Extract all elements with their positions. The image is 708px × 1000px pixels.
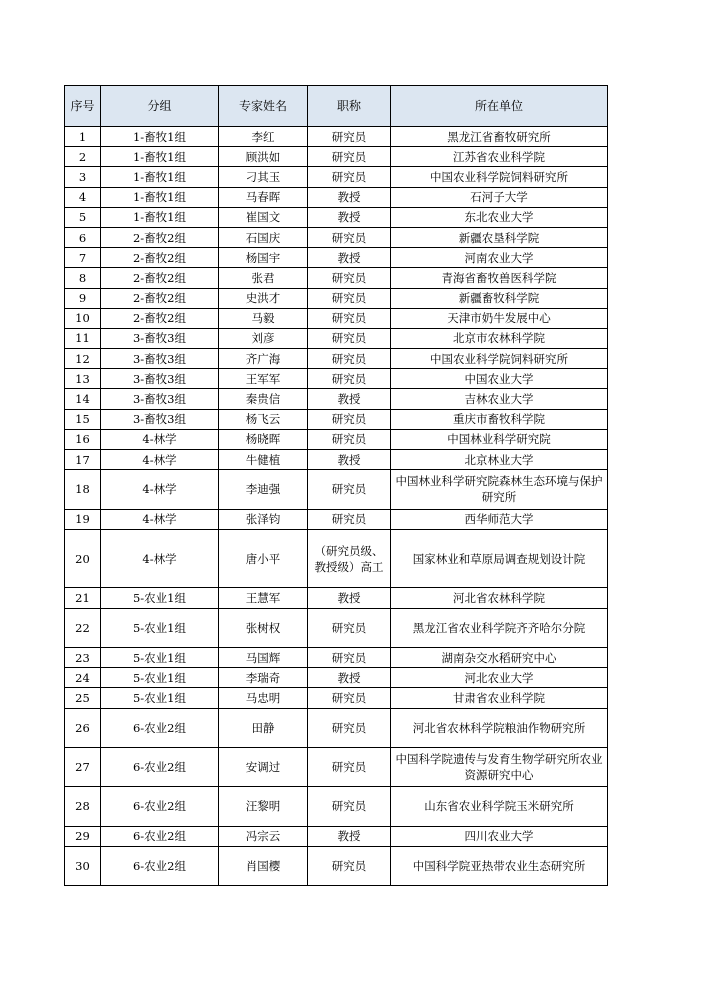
cell-title: 研究员 xyxy=(308,369,391,389)
cell-name: 冯宗云 xyxy=(219,826,308,846)
cell-name: 崔国文 xyxy=(219,207,308,227)
cell-unit: 中国科学院遗传与发育生物学研究所农业资源研究中心 xyxy=(391,747,608,786)
cell-no: 10 xyxy=(65,308,101,328)
cell-no: 25 xyxy=(65,688,101,708)
cell-group: 6-农业2组 xyxy=(101,787,219,826)
cell-title: 研究员 xyxy=(308,747,391,786)
table-row xyxy=(65,826,608,846)
cell-unit: 中国林业科学研究院 xyxy=(391,429,608,449)
table-row xyxy=(65,147,608,167)
cell-unit: 新疆畜牧科学院 xyxy=(391,288,608,308)
cell-title: 研究员 xyxy=(308,429,391,449)
table-row xyxy=(65,369,608,389)
cell-group: 3-畜牧3组 xyxy=(101,328,219,348)
cell-name: 刁其玉 xyxy=(219,167,308,187)
cell-name: 张君 xyxy=(219,268,308,288)
cell-unit: 河北农业大学 xyxy=(391,668,608,688)
cell-unit: 河北省农林科学院 xyxy=(391,588,608,608)
cell-group: 5-农业1组 xyxy=(101,647,219,667)
table-row xyxy=(65,167,608,187)
cell-unit: 山东省农业科学院玉米研究所 xyxy=(391,787,608,826)
cell-title: 教授 xyxy=(308,588,391,608)
cell-unit: 黑龙江省农业科学院齐齐哈尔分院 xyxy=(391,608,608,647)
table-body xyxy=(65,127,608,886)
cell-name: 秦贵信 xyxy=(219,389,308,409)
cell-no: 18 xyxy=(65,470,101,509)
cell-group: 2-畜牧2组 xyxy=(101,288,219,308)
cell-unit: 天津市奶牛发展中心 xyxy=(391,308,608,328)
cell-name: 杨飞云 xyxy=(219,409,308,429)
cell-unit: 黑龙江省畜牧研究所 xyxy=(391,127,608,147)
cell-no: 3 xyxy=(65,167,101,187)
table-header xyxy=(65,86,608,127)
cell-name: 王军军 xyxy=(219,369,308,389)
cell-no: 13 xyxy=(65,369,101,389)
cell-title: 研究员 xyxy=(308,470,391,509)
cell-title: 研究员 xyxy=(308,227,391,247)
cell-title: 研究员 xyxy=(308,127,391,147)
table-row xyxy=(65,509,608,529)
cell-unit: 北京林业大学 xyxy=(391,450,608,470)
cell-name: 田静 xyxy=(219,708,308,747)
cell-no: 29 xyxy=(65,826,101,846)
cell-group: 6-农业2组 xyxy=(101,846,219,885)
cell-group: 2-畜牧2组 xyxy=(101,308,219,328)
cell-unit: 甘肃省农业科学院 xyxy=(391,688,608,708)
cell-unit: 吉林农业大学 xyxy=(391,389,608,409)
cell-title: 教授 xyxy=(308,668,391,688)
cell-unit: 河南农业大学 xyxy=(391,248,608,268)
cell-name: 齐广海 xyxy=(219,349,308,369)
cell-no: 17 xyxy=(65,450,101,470)
cell-name: 马忠明 xyxy=(219,688,308,708)
cell-no: 11 xyxy=(65,328,101,348)
cell-group: 4-林学 xyxy=(101,470,219,509)
cell-group: 5-农业1组 xyxy=(101,668,219,688)
cell-unit: 重庆市畜牧科学院 xyxy=(391,409,608,429)
cell-group: 3-畜牧3组 xyxy=(101,369,219,389)
cell-no: 14 xyxy=(65,389,101,409)
cell-no: 21 xyxy=(65,588,101,608)
cell-unit: 青海省畜牧兽医科学院 xyxy=(391,268,608,288)
cell-name: 牛健植 xyxy=(219,450,308,470)
table-row xyxy=(65,747,608,786)
cell-no: 4 xyxy=(65,187,101,207)
cell-no: 30 xyxy=(65,846,101,885)
cell-title: 研究员 xyxy=(308,328,391,348)
cell-group: 4-林学 xyxy=(101,429,219,449)
cell-group: 1-畜牧1组 xyxy=(101,187,219,207)
cell-unit: 中国农业科学院饲料研究所 xyxy=(391,349,608,369)
cell-title: （研究员级、教授级）高工 xyxy=(308,529,391,588)
table-row xyxy=(65,227,608,247)
cell-name: 安调过 xyxy=(219,747,308,786)
cell-group: 3-畜牧3组 xyxy=(101,349,219,369)
cell-no: 15 xyxy=(65,409,101,429)
cell-no: 8 xyxy=(65,268,101,288)
cell-name: 刘彦 xyxy=(219,328,308,348)
cell-unit: 西华师范大学 xyxy=(391,509,608,529)
cell-group: 1-畜牧1组 xyxy=(101,147,219,167)
cell-name: 肖国樱 xyxy=(219,846,308,885)
cell-no: 27 xyxy=(65,747,101,786)
expert-table xyxy=(64,85,608,886)
cell-no: 6 xyxy=(65,227,101,247)
table-row xyxy=(65,470,608,509)
cell-group: 2-畜牧2组 xyxy=(101,268,219,288)
table-row xyxy=(65,429,608,449)
cell-name: 顾洪如 xyxy=(219,147,308,167)
cell-name: 李瑞奇 xyxy=(219,668,308,688)
cell-name: 汪黎明 xyxy=(219,787,308,826)
table-row xyxy=(65,668,608,688)
cell-no: 26 xyxy=(65,708,101,747)
cell-unit: 四川农业大学 xyxy=(391,826,608,846)
cell-no: 20 xyxy=(65,529,101,588)
header-row xyxy=(65,86,608,127)
cell-no: 24 xyxy=(65,668,101,688)
cell-title: 研究员 xyxy=(308,509,391,529)
header-no: 序号 xyxy=(65,86,101,127)
cell-title: 研究员 xyxy=(308,647,391,667)
cell-title: 教授 xyxy=(308,826,391,846)
cell-name: 张泽钧 xyxy=(219,509,308,529)
cell-no: 28 xyxy=(65,787,101,826)
table-row xyxy=(65,608,608,647)
cell-title: 教授 xyxy=(308,389,391,409)
cell-name: 马国辉 xyxy=(219,647,308,667)
cell-no: 16 xyxy=(65,429,101,449)
table-row xyxy=(65,308,608,328)
cell-no: 7 xyxy=(65,248,101,268)
cell-no: 5 xyxy=(65,207,101,227)
table-row xyxy=(65,349,608,369)
cell-unit: 东北农业大学 xyxy=(391,207,608,227)
cell-unit: 石河子大学 xyxy=(391,187,608,207)
table-row xyxy=(65,846,608,885)
cell-group: 5-农业1组 xyxy=(101,688,219,708)
table-row xyxy=(65,688,608,708)
cell-no: 19 xyxy=(65,509,101,529)
table-row xyxy=(65,588,608,608)
table-row xyxy=(65,450,608,470)
cell-group: 1-畜牧1组 xyxy=(101,127,219,147)
cell-unit: 北京市农林科学院 xyxy=(391,328,608,348)
cell-name: 李迪强 xyxy=(219,470,308,509)
cell-title: 研究员 xyxy=(308,268,391,288)
cell-unit: 新疆农垦科学院 xyxy=(391,227,608,247)
cell-unit: 中国林业科学研究院森林生态环境与保护研究所 xyxy=(391,470,608,509)
cell-title: 教授 xyxy=(308,450,391,470)
cell-unit: 中国科学院亚热带农业生态研究所 xyxy=(391,846,608,885)
table-row xyxy=(65,187,608,207)
table-row xyxy=(65,207,608,227)
header-unit: 所在单位 xyxy=(391,86,608,127)
header-name: 专家姓名 xyxy=(219,86,308,127)
cell-unit: 中国农业科学院饲料研究所 xyxy=(391,167,608,187)
cell-title: 研究员 xyxy=(308,846,391,885)
cell-title: 研究员 xyxy=(308,167,391,187)
cell-name: 李红 xyxy=(219,127,308,147)
cell-group: 1-畜牧1组 xyxy=(101,167,219,187)
cell-group: 4-林学 xyxy=(101,529,219,588)
cell-no: 22 xyxy=(65,608,101,647)
table-row xyxy=(65,389,608,409)
cell-group: 2-畜牧2组 xyxy=(101,248,219,268)
cell-group: 3-畜牧3组 xyxy=(101,409,219,429)
table-row xyxy=(65,288,608,308)
cell-title: 研究员 xyxy=(308,688,391,708)
cell-group: 1-畜牧1组 xyxy=(101,207,219,227)
cell-name: 石国庆 xyxy=(219,227,308,247)
cell-title: 研究员 xyxy=(308,787,391,826)
cell-unit: 国家林业和草原局调查规划设计院 xyxy=(391,529,608,588)
cell-title: 研究员 xyxy=(308,349,391,369)
cell-unit: 河北省农林科学院粮油作物研究所 xyxy=(391,708,608,747)
cell-group: 4-林学 xyxy=(101,509,219,529)
cell-title: 研究员 xyxy=(308,288,391,308)
table-row xyxy=(65,529,608,588)
cell-unit: 中国农业大学 xyxy=(391,369,608,389)
cell-no: 2 xyxy=(65,147,101,167)
cell-group: 4-林学 xyxy=(101,450,219,470)
cell-name: 史洪才 xyxy=(219,288,308,308)
cell-group: 6-农业2组 xyxy=(101,747,219,786)
cell-unit: 江苏省农业科学院 xyxy=(391,147,608,167)
cell-title: 研究员 xyxy=(308,147,391,167)
header-group: 分组 xyxy=(101,86,219,127)
cell-unit: 湖南杂交水稻研究中心 xyxy=(391,647,608,667)
cell-title: 教授 xyxy=(308,207,391,227)
table-row xyxy=(65,708,608,747)
cell-name: 王慧军 xyxy=(219,588,308,608)
cell-title: 教授 xyxy=(308,187,391,207)
cell-name: 杨晓晖 xyxy=(219,429,308,449)
cell-no: 12 xyxy=(65,349,101,369)
table-row xyxy=(65,248,608,268)
cell-group: 5-农业1组 xyxy=(101,588,219,608)
cell-title: 研究员 xyxy=(308,308,391,328)
cell-title: 研究员 xyxy=(308,708,391,747)
table-row xyxy=(65,787,608,826)
cell-name: 张树权 xyxy=(219,608,308,647)
table-row xyxy=(65,647,608,667)
cell-name: 杨国宇 xyxy=(219,248,308,268)
cell-title: 教授 xyxy=(308,248,391,268)
table-row xyxy=(65,409,608,429)
cell-group: 2-畜牧2组 xyxy=(101,227,219,247)
cell-group: 6-农业2组 xyxy=(101,708,219,747)
cell-no: 1 xyxy=(65,127,101,147)
cell-group: 5-农业1组 xyxy=(101,608,219,647)
cell-name: 马毅 xyxy=(219,308,308,328)
cell-title: 研究员 xyxy=(308,409,391,429)
cell-title: 研究员 xyxy=(308,608,391,647)
table-row xyxy=(65,268,608,288)
header-title: 职称 xyxy=(308,86,391,127)
cell-group: 6-农业2组 xyxy=(101,826,219,846)
cell-no: 23 xyxy=(65,647,101,667)
cell-name: 马春晖 xyxy=(219,187,308,207)
cell-group: 3-畜牧3组 xyxy=(101,389,219,409)
cell-name: 唐小平 xyxy=(219,529,308,588)
cell-no: 9 xyxy=(65,288,101,308)
table-row xyxy=(65,328,608,348)
table-row xyxy=(65,127,608,147)
